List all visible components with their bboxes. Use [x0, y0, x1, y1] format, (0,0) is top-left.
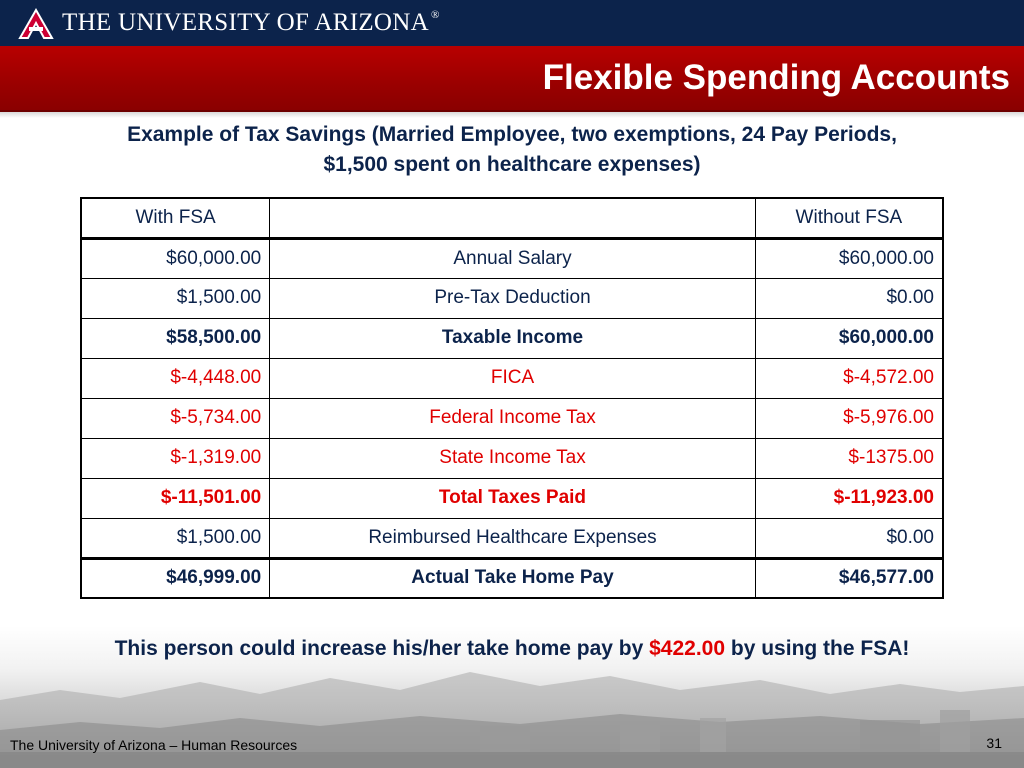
header-label [270, 198, 756, 238]
footer-organization: The University of Arizona – Human Resources [10, 737, 298, 753]
table-header-row [81, 198, 943, 238]
table-row [81, 438, 943, 478]
block-a-logo-icon [18, 8, 54, 40]
cell-without-fsa: $-1375.00 [755, 438, 943, 478]
header-without-fsa: Without FSA [755, 198, 943, 238]
cell-without-fsa: $0.00 [755, 518, 943, 558]
message-after: by using the FSA! [725, 637, 910, 660]
subtitle-line-1: Example of Tax Savings (Married Employee, two exemptions, 24 Pay Periods, [127, 123, 897, 146]
table-row [81, 478, 943, 518]
table-row [81, 358, 943, 398]
table-row [81, 518, 943, 558]
cell-label: Actual Take Home Pay [270, 558, 756, 598]
cell-with-fsa: $1,500.00 [81, 278, 270, 318]
cell-label: Pre-Tax Deduction [270, 278, 756, 318]
title-bar-shadow [0, 112, 1024, 118]
cell-without-fsa: $-5,976.00 [755, 398, 943, 438]
message-before: This person could increase his/her take home pay by [114, 637, 650, 660]
slide-title: Flexible Spending Accounts [542, 58, 1010, 97]
cell-without-fsa: $60,000.00 [755, 238, 943, 278]
slide-subtitle [0, 120, 1024, 180]
cell-without-fsa: $60,000.00 [755, 318, 943, 358]
cell-label: Taxable Income [270, 318, 756, 358]
cell-label: Annual Salary [270, 238, 756, 278]
table-row [81, 278, 943, 318]
slide-number: 31 [986, 735, 1002, 751]
cell-with-fsa: $-5,734.00 [81, 398, 270, 438]
cell-label: Federal Income Tax [270, 398, 756, 438]
cell-label: FICA [270, 358, 756, 398]
cell-label: State Income Tax [270, 438, 756, 478]
header-with-fsa: With FSA [81, 198, 270, 238]
table-row [81, 238, 943, 278]
cell-with-fsa: $1,500.00 [81, 518, 270, 558]
cell-without-fsa: $0.00 [755, 278, 943, 318]
cell-with-fsa: $-11,501.00 [81, 478, 270, 518]
university-header-bar [0, 0, 1024, 46]
table-row [81, 398, 943, 438]
cell-without-fsa: $-11,923.00 [755, 478, 943, 518]
cell-with-fsa: $46,999.00 [81, 558, 270, 598]
table-row [81, 318, 943, 358]
university-wordmark: THE UNIVERSITY OF ARIZONA ® [62, 9, 440, 36]
cell-with-fsa: $-1,319.00 [81, 438, 270, 478]
cell-with-fsa: $-4,448.00 [81, 358, 270, 398]
cell-without-fsa: $-4,572.00 [755, 358, 943, 398]
subtitle-line-2: $1,500 spent on healthcare expenses) [323, 153, 701, 176]
take-home-message [0, 637, 1024, 661]
cell-without-fsa: $46,577.00 [755, 558, 943, 598]
cell-label: Total Taxes Paid [270, 478, 756, 518]
cell-with-fsa: $60,000.00 [81, 238, 270, 278]
cell-label: Reimbursed Healthcare Expenses [270, 518, 756, 558]
table-row [81, 558, 943, 598]
tax-savings-table [80, 197, 944, 599]
savings-amount: $422.00 [649, 637, 726, 660]
cell-with-fsa: $58,500.00 [81, 318, 270, 358]
